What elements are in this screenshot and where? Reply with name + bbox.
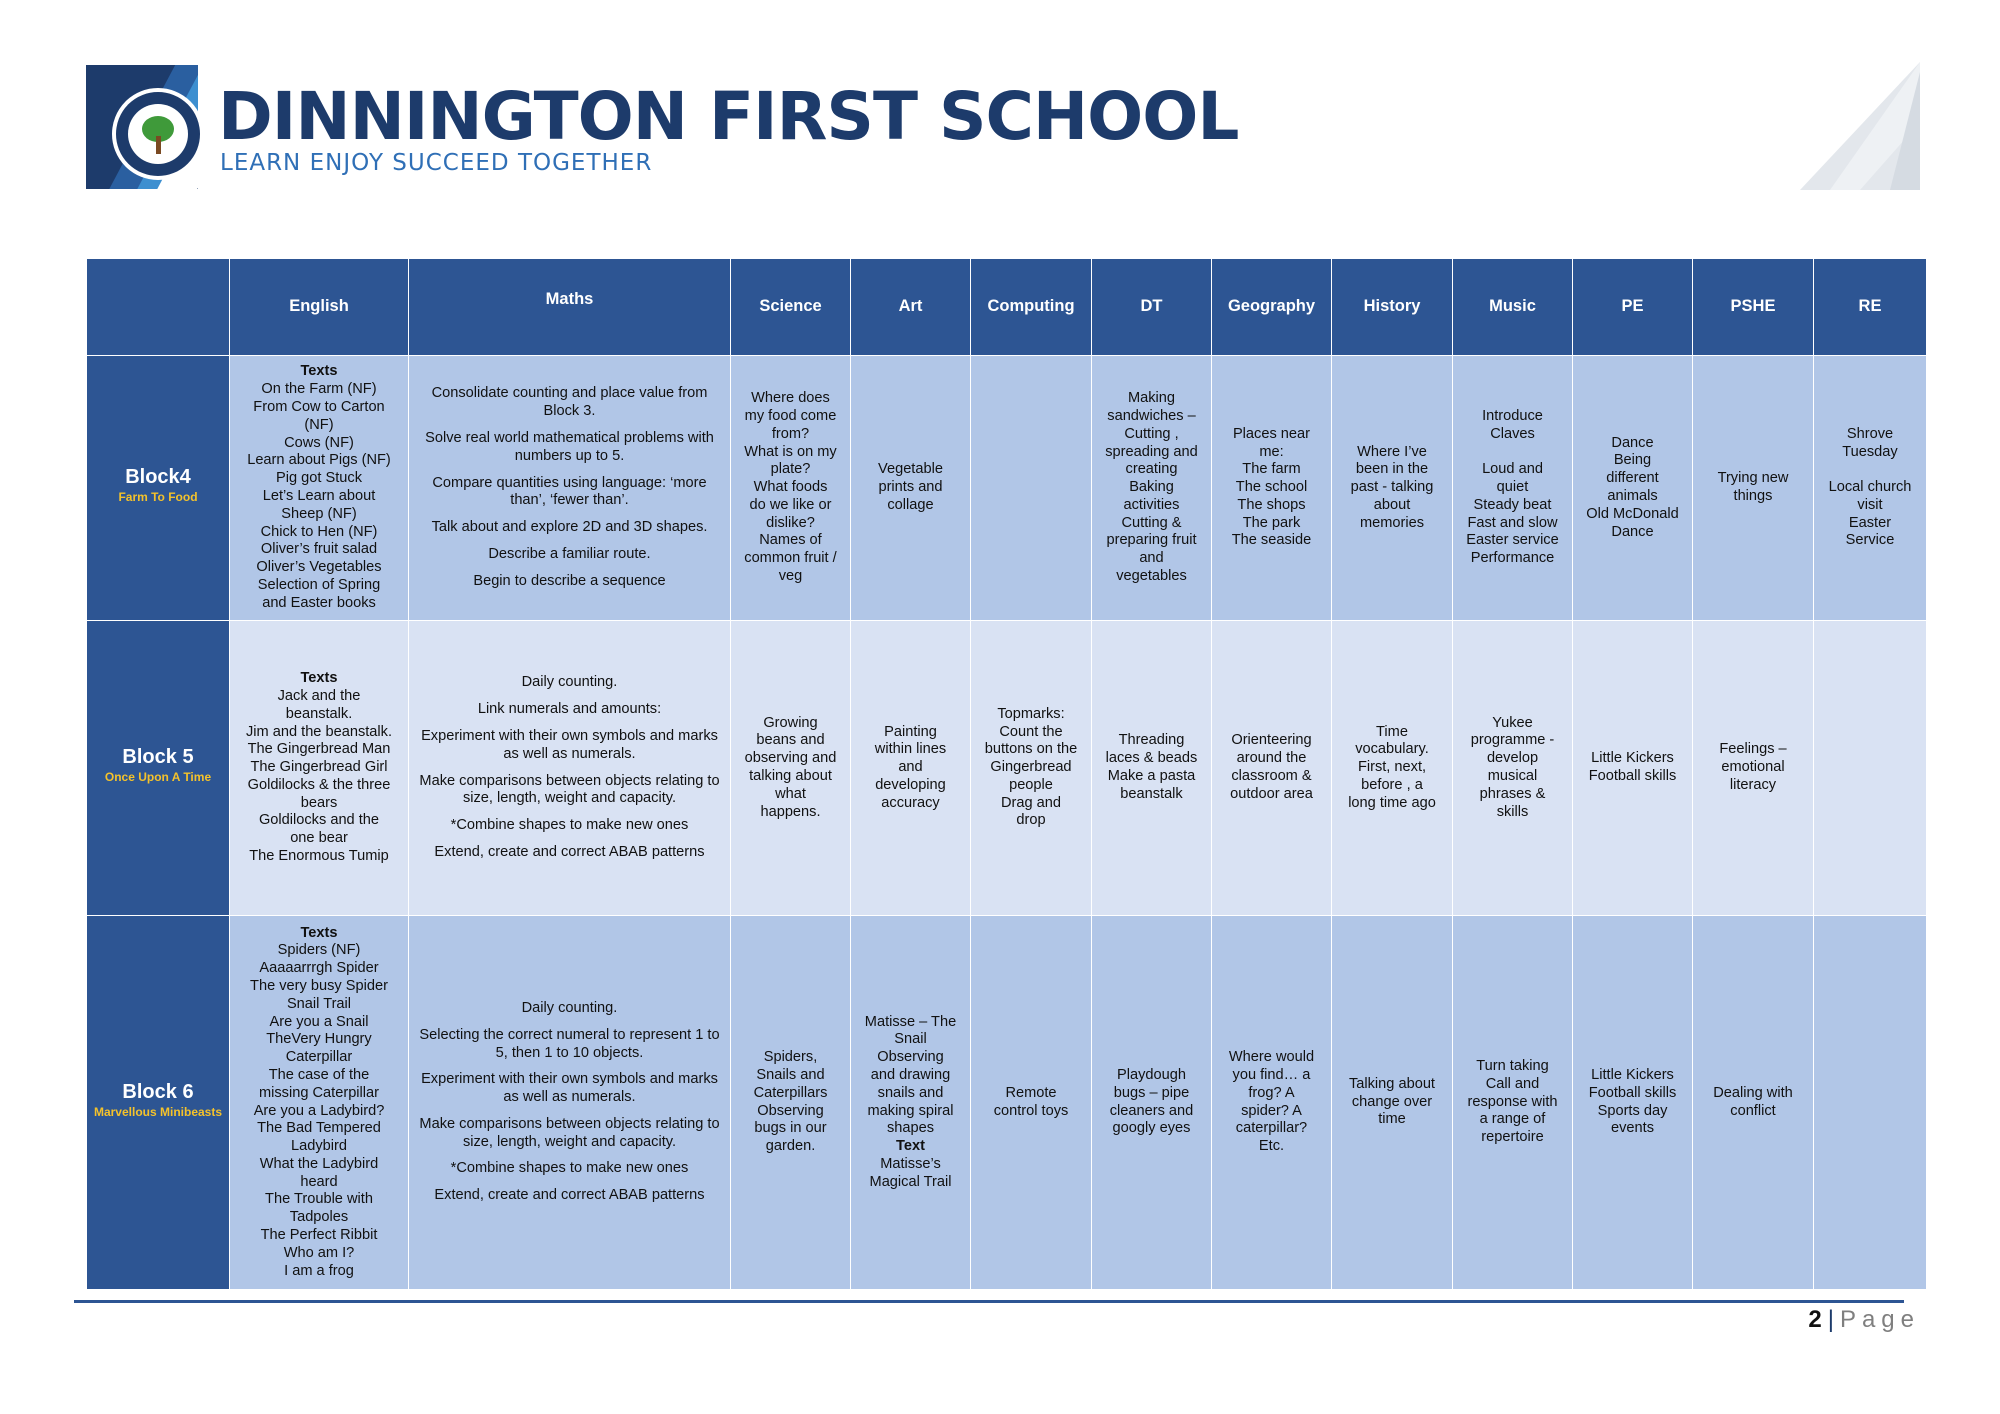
cell-english — [230, 356, 409, 621]
cell-computing — [971, 356, 1092, 621]
table-row — [87, 356, 1927, 621]
dt-line: beanstalk — [1120, 785, 1183, 802]
maths-line: *Combine shapes to make new ones — [450, 817, 689, 834]
maths-line: Begin to describe a sequence — [473, 572, 666, 589]
english-line: Tadpoles — [289, 1209, 349, 1226]
block-subtitle: Marvellous Minibeasts — [93, 1104, 223, 1119]
re-line: Easter — [1848, 514, 1892, 531]
geography-line: Orienteering — [1231, 732, 1312, 749]
history-line: past - talking — [1350, 479, 1434, 496]
cell-pe — [1573, 356, 1693, 621]
page-number — [1808, 1306, 1920, 1334]
geography-line: me: — [1259, 443, 1284, 460]
art-line: within lines — [874, 741, 947, 758]
header-re: RE — [1814, 259, 1927, 356]
cell-science — [731, 916, 851, 1290]
music-line: Call and — [1485, 1075, 1540, 1092]
maths-line: Make comparisons between objects relating to size, length, weight and capacity. — [419, 1115, 720, 1150]
geography-line: The park — [1242, 514, 1301, 531]
art-line: Matisse – The — [864, 1013, 957, 1030]
cell-dt — [1092, 356, 1212, 621]
block-label-cell — [87, 621, 230, 916]
music-line: skills — [1496, 803, 1529, 820]
geography-line: The farm — [1242, 461, 1301, 478]
block-label-cell — [87, 916, 230, 1290]
music-line: Easter service — [1466, 532, 1559, 549]
english-line: beanstalk. — [285, 705, 353, 722]
history-line: change over — [1351, 1093, 1433, 1110]
science-line: What is on my — [744, 443, 837, 460]
maths-line: Consolidate counting and place value from Block 3. — [431, 385, 708, 420]
english-line: Let’s Learn about — [262, 488, 376, 504]
history-line: before , a — [1361, 776, 1423, 793]
block-subtitle: Once Upon A Time — [104, 770, 212, 784]
english-line: Oliver’s fruit salad — [260, 541, 378, 558]
english-line: TheVery Hungry — [266, 1031, 372, 1048]
block-title: Block 6 — [122, 1080, 194, 1103]
english-line: Sheep (NF) — [281, 505, 357, 522]
music-line: Loud and — [1482, 461, 1543, 478]
cell-history — [1332, 621, 1453, 916]
english-line: Pig got Stuck — [276, 470, 362, 487]
english-line: From Cow to Carton — [253, 399, 385, 416]
dt-line: Make a pasta — [1107, 768, 1196, 784]
geography-line: spider? A — [1241, 1102, 1302, 1119]
history-line: vocabulary. — [1355, 741, 1429, 758]
music-line: Steady beat — [1473, 496, 1552, 513]
english-line: The Enormous Tumip — [249, 848, 389, 865]
history-line: been in the — [1355, 461, 1429, 478]
music-line: Introduce — [1482, 407, 1543, 424]
dt-line: creating — [1125, 461, 1178, 478]
dt-line: Cutting & — [1121, 514, 1182, 531]
block-title: Block 5 — [122, 746, 194, 769]
music-line: response with — [1467, 1093, 1558, 1110]
art-line: Vegetable — [878, 461, 943, 478]
footer-divider — [74, 1300, 1904, 1303]
maths-line: Link numerals and amounts: — [477, 701, 662, 718]
maths-line: Experiment with their own symbols and marks as well as numerals. — [421, 727, 718, 762]
cell-geography — [1212, 621, 1332, 916]
science-line: observing and — [744, 750, 837, 767]
pshe-line: literacy — [1729, 776, 1777, 793]
english-line: The Perfect Ribbit — [260, 1227, 378, 1244]
header-art: Art — [851, 259, 971, 356]
cell-re — [1814, 916, 1927, 1290]
pe-line: animals — [1607, 488, 1658, 504]
english-line: The Gingerbread Girl — [250, 759, 388, 776]
table-row — [87, 916, 1927, 1290]
art-line: developing — [875, 776, 946, 793]
cell-geography — [1212, 916, 1332, 1290]
computing-line: Remote — [1005, 1084, 1057, 1101]
pshe-line: Dealing with — [1713, 1084, 1793, 1101]
english-line: Are you a Ladybird? — [253, 1102, 385, 1119]
history-line: memories — [1359, 514, 1425, 531]
english-line: bears — [300, 794, 338, 811]
cell-art — [851, 621, 971, 916]
dt-line: Baking — [1129, 479, 1174, 496]
dt-line: activities — [1123, 496, 1180, 513]
cell-music — [1453, 621, 1573, 916]
maths-line: Extend, create and correct ABAB patterns — [434, 843, 705, 860]
cell-science — [731, 356, 851, 621]
science-line: common fruit / — [744, 550, 837, 567]
header-music: Music — [1453, 259, 1573, 356]
art-line: Matisse’s — [880, 1155, 941, 1172]
english-line: Cows (NF) — [284, 434, 354, 451]
english-line: Caterpillar — [285, 1049, 353, 1066]
cell-dt — [1092, 621, 1212, 916]
english-line: Chick to Hen (NF) — [260, 523, 378, 540]
english-line: What the Ladybird — [259, 1155, 379, 1172]
science-line: Caterpillars — [753, 1084, 828, 1101]
blank-line — [1818, 461, 1922, 479]
geography-line: Where would — [1228, 1049, 1315, 1066]
music-line: phrases & — [1479, 785, 1546, 802]
pe-line: different — [1606, 470, 1659, 487]
pe-line: Dance — [1611, 434, 1654, 451]
english-line: The Bad Tempered — [257, 1120, 381, 1137]
cell-dt — [1092, 916, 1212, 1290]
history-line: time — [1378, 1111, 1406, 1128]
science-line: veg — [778, 568, 803, 585]
school-name: DINNINGTON FIRST SCHOOL — [218, 78, 1239, 155]
cell-music — [1453, 916, 1573, 1290]
science-line: what — [775, 785, 806, 802]
english-line: Texts — [300, 670, 338, 687]
music-line: Yukee — [1492, 714, 1533, 731]
pe-line: Little Kickers — [1591, 750, 1674, 767]
science-line: Observing — [757, 1102, 824, 1119]
cell-pshe — [1693, 356, 1814, 621]
cell-computing — [971, 916, 1092, 1290]
science-line: garden. — [765, 1138, 816, 1155]
cell-re — [1814, 621, 1927, 916]
art-line: snails and — [877, 1084, 944, 1101]
science-line: Spiders, — [763, 1049, 818, 1066]
cell-english — [230, 621, 409, 916]
english-line: Are you a Snail — [269, 1013, 369, 1030]
english-line: heard — [300, 1173, 338, 1190]
maths-line: Solve real world mathematical problems with numbers up to 5. — [425, 430, 714, 464]
pe-line: events — [1611, 1120, 1654, 1137]
maths-line: Experiment with their own symbols and marks as well as numerals. — [421, 1071, 718, 1106]
music-line: programme - — [1470, 732, 1555, 749]
computing-line: Gingerbread — [990, 759, 1072, 776]
header-cell-empty — [87, 259, 230, 356]
school-logo-icon — [112, 88, 204, 180]
pe-line: Football skills — [1588, 1084, 1677, 1101]
english-line: Selection of Spring — [257, 576, 381, 593]
science-line: Names of — [759, 532, 822, 549]
science-line: Snails and — [756, 1066, 825, 1083]
english-line: one bear — [290, 830, 348, 847]
re-line: Shrove — [1846, 425, 1894, 442]
english-line: Spiders (NF) — [277, 942, 361, 959]
science-line: happens. — [760, 803, 821, 820]
cell-re — [1814, 356, 1927, 621]
english-line: Texts — [300, 363, 338, 380]
dt-line: spreading and — [1105, 443, 1198, 460]
computing-line: Count the — [999, 723, 1063, 740]
dt-line: Playdough — [1117, 1066, 1186, 1083]
computing-line: buttons on the — [984, 741, 1078, 758]
english-line: Goldilocks and the — [258, 812, 380, 829]
pshe-line: Trying new — [1717, 470, 1789, 487]
block-title: Block4 — [125, 466, 191, 489]
dt-line: cleaners and — [1109, 1102, 1194, 1119]
pe-line: Being — [1613, 452, 1652, 469]
computing-line: people — [1009, 776, 1053, 793]
science-line: from? — [771, 425, 810, 442]
english-line: Goldilocks & the three — [247, 776, 391, 793]
english-line: (NF) — [304, 416, 334, 433]
maths-line: Talk about and explore 2D and 3D shapes. — [431, 519, 708, 536]
block-label-cell — [87, 356, 230, 621]
block-subtitle: Farm To Food — [118, 490, 198, 504]
computing-line: drop — [1016, 812, 1046, 829]
english-line: missing Caterpillar — [258, 1084, 380, 1101]
art-line: prints and — [878, 479, 943, 496]
dt-line: sandwiches – — [1107, 407, 1196, 424]
english-line: On the Farm (NF) — [261, 381, 377, 398]
science-line: Growing — [763, 714, 818, 731]
page-separator: | — [1827, 1306, 1834, 1333]
maths-line: *Combine shapes to make new ones — [450, 1160, 689, 1177]
art-line: Text — [896, 1138, 925, 1155]
music-line: develop — [1486, 750, 1539, 767]
english-line: The Trouble with — [265, 1191, 373, 1208]
history-line: long time ago — [1348, 794, 1436, 811]
english-line: Ladybird — [291, 1138, 347, 1155]
art-line: Observing — [877, 1049, 944, 1066]
science-line: do we like or — [749, 496, 832, 513]
geography-line: around the — [1236, 750, 1307, 767]
pshe-line: Feelings – — [1719, 741, 1787, 758]
header-english: English — [230, 259, 409, 356]
cell-geography — [1212, 356, 1332, 621]
maths-line: Extend, create and correct ABAB patterns — [434, 1187, 705, 1204]
table-row — [87, 621, 1927, 916]
english-line: Oliver’s Vegetables — [256, 559, 382, 576]
english-line: and Easter books — [262, 594, 376, 611]
music-line: a range of — [1479, 1111, 1546, 1128]
art-line: and — [898, 759, 923, 776]
dt-line: Threading — [1118, 732, 1185, 749]
music-line: quiet — [1496, 479, 1529, 496]
cell-maths — [409, 621, 731, 916]
dt-line: Making — [1127, 390, 1176, 407]
re-line: visit — [1857, 496, 1883, 513]
cell-maths — [409, 916, 731, 1290]
curriculum-table — [86, 258, 1926, 1290]
maths-line: Daily counting. — [521, 999, 618, 1016]
pshe-line: emotional — [1721, 759, 1785, 776]
english-line: Jack and the — [277, 687, 361, 704]
art-line: Snail — [894, 1031, 927, 1048]
history-line: Where I’ve — [1357, 443, 1427, 460]
english-line: The Gingerbread Man — [247, 741, 391, 758]
cell-pshe — [1693, 621, 1814, 916]
music-line: Claves — [1490, 425, 1535, 442]
pshe-line: things — [1733, 488, 1773, 504]
school-motto: LEARN ENJOY SUCCEED TOGETHER — [220, 150, 653, 176]
cell-science — [731, 621, 851, 916]
dt-line: and — [1139, 550, 1164, 567]
maths-line: Make comparisons between objects relating to size, length, weight and capacity. — [419, 772, 720, 807]
science-line: my food come — [744, 407, 837, 424]
page-label: Page — [1839, 1306, 1920, 1333]
corner-decoration — [1800, 62, 1920, 190]
history-line: Time — [1376, 723, 1408, 740]
science-line: beans and — [756, 732, 825, 749]
dt-line: vegetables — [1116, 568, 1187, 585]
geography-line: The school — [1235, 479, 1308, 496]
science-line: dislike? — [766, 514, 815, 531]
cell-art — [851, 356, 971, 621]
science-line: bugs in our — [754, 1120, 827, 1137]
geography-line: you find… a — [1232, 1066, 1311, 1083]
pe-line: Dance — [1611, 523, 1654, 540]
maths-line: Describe a familiar route. — [488, 545, 651, 562]
cell-history — [1332, 356, 1453, 621]
cell-pshe — [1693, 916, 1814, 1290]
dt-line: bugs – pipe — [1113, 1084, 1190, 1101]
art-line: collage — [887, 496, 934, 513]
history-line: about — [1373, 496, 1411, 513]
geography-line: The shops — [1237, 496, 1306, 513]
computing-line: Drag and — [1000, 794, 1062, 811]
english-line: Snail Trail — [286, 995, 352, 1012]
header-pshe: PSHE — [1693, 259, 1814, 356]
cell-pe — [1573, 916, 1693, 1290]
geography-line: The seaside — [1231, 532, 1312, 549]
re-line: Local church — [1828, 479, 1912, 496]
art-line: Painting — [884, 723, 937, 740]
maths-line: Compare quantities using language: ‘more than’, ‘fewer than’. — [432, 474, 707, 509]
maths-line: Selecting the correct numeral to represent 1 to 5, then 1 to 10 objects. — [419, 1026, 720, 1061]
science-line: Where does — [751, 390, 830, 407]
english-line: Texts — [300, 924, 338, 941]
music-line: musical — [1487, 768, 1538, 784]
pshe-line: conflict — [1730, 1102, 1776, 1119]
cell-maths — [409, 356, 731, 621]
english-line: Learn about Pigs (NF) — [247, 452, 391, 469]
geography-line: Etc. — [1258, 1138, 1285, 1155]
geography-line: outdoor area — [1230, 785, 1313, 802]
science-line: What foods — [753, 479, 828, 496]
dt-line: laces & beads — [1105, 750, 1198, 767]
cell-computing — [971, 621, 1092, 916]
cell-history — [1332, 916, 1453, 1290]
re-line: Tuesday — [1842, 443, 1898, 460]
music-line: repertoire — [1481, 1129, 1544, 1146]
cell-music — [1453, 356, 1573, 621]
art-line: Magical Trail — [869, 1173, 952, 1190]
art-line: and drawing — [870, 1066, 951, 1083]
pe-line: Little Kickers — [1591, 1066, 1674, 1083]
cell-pe — [1573, 621, 1693, 916]
geography-line: caterpillar? — [1235, 1120, 1308, 1137]
dt-line: preparing fruit — [1106, 532, 1197, 549]
header-computing: Computing — [971, 259, 1092, 356]
page-number-value: 2 — [1808, 1306, 1822, 1333]
art-line: accuracy — [881, 794, 940, 811]
english-line: The very busy Spider — [250, 977, 388, 994]
header-maths: Maths — [409, 259, 731, 356]
geography-line: classroom & — [1231, 768, 1312, 784]
music-line: Fast and slow — [1467, 514, 1558, 531]
cell-art — [851, 916, 971, 1290]
computing-line: control toys — [993, 1102, 1069, 1119]
english-line: Aaaaarrrgh Spider — [259, 960, 379, 977]
maths-line: Daily counting. — [521, 674, 618, 691]
table-header-row — [87, 259, 1927, 356]
dt-line: Cutting , — [1124, 425, 1179, 442]
geography-line: frog? A — [1248, 1084, 1295, 1101]
english-line: Jim and the beanstalk. — [245, 723, 393, 740]
art-line: making spiral — [867, 1102, 954, 1119]
header-science: Science — [731, 259, 851, 356]
blank-line — [1457, 444, 1568, 462]
english-line: The case of the — [268, 1066, 370, 1083]
dt-line: googly eyes — [1112, 1120, 1191, 1137]
computing-line: Topmarks: — [997, 705, 1065, 722]
header-pe: PE — [1573, 259, 1693, 356]
pe-line: Old McDonald — [1586, 505, 1679, 522]
pe-line: Sports day — [1597, 1102, 1668, 1119]
history-line: First, next, — [1357, 759, 1427, 776]
header-history: History — [1332, 259, 1453, 356]
geography-line: Places near — [1232, 425, 1311, 442]
pe-line: Football skills — [1588, 768, 1677, 784]
music-line: Turn taking — [1476, 1058, 1549, 1074]
art-line: shapes — [886, 1120, 935, 1137]
header-dt: DT — [1092, 259, 1212, 356]
header-geography: Geography — [1212, 259, 1332, 356]
history-line: Talking about — [1348, 1075, 1435, 1092]
science-line: talking about — [749, 768, 832, 784]
cell-english — [230, 916, 409, 1290]
music-line: Performance — [1470, 550, 1555, 567]
re-line: Service — [1845, 532, 1895, 549]
english-line: I am a frog — [284, 1262, 354, 1279]
english-line: Who am I? — [283, 1244, 355, 1261]
science-line: plate? — [770, 461, 811, 478]
